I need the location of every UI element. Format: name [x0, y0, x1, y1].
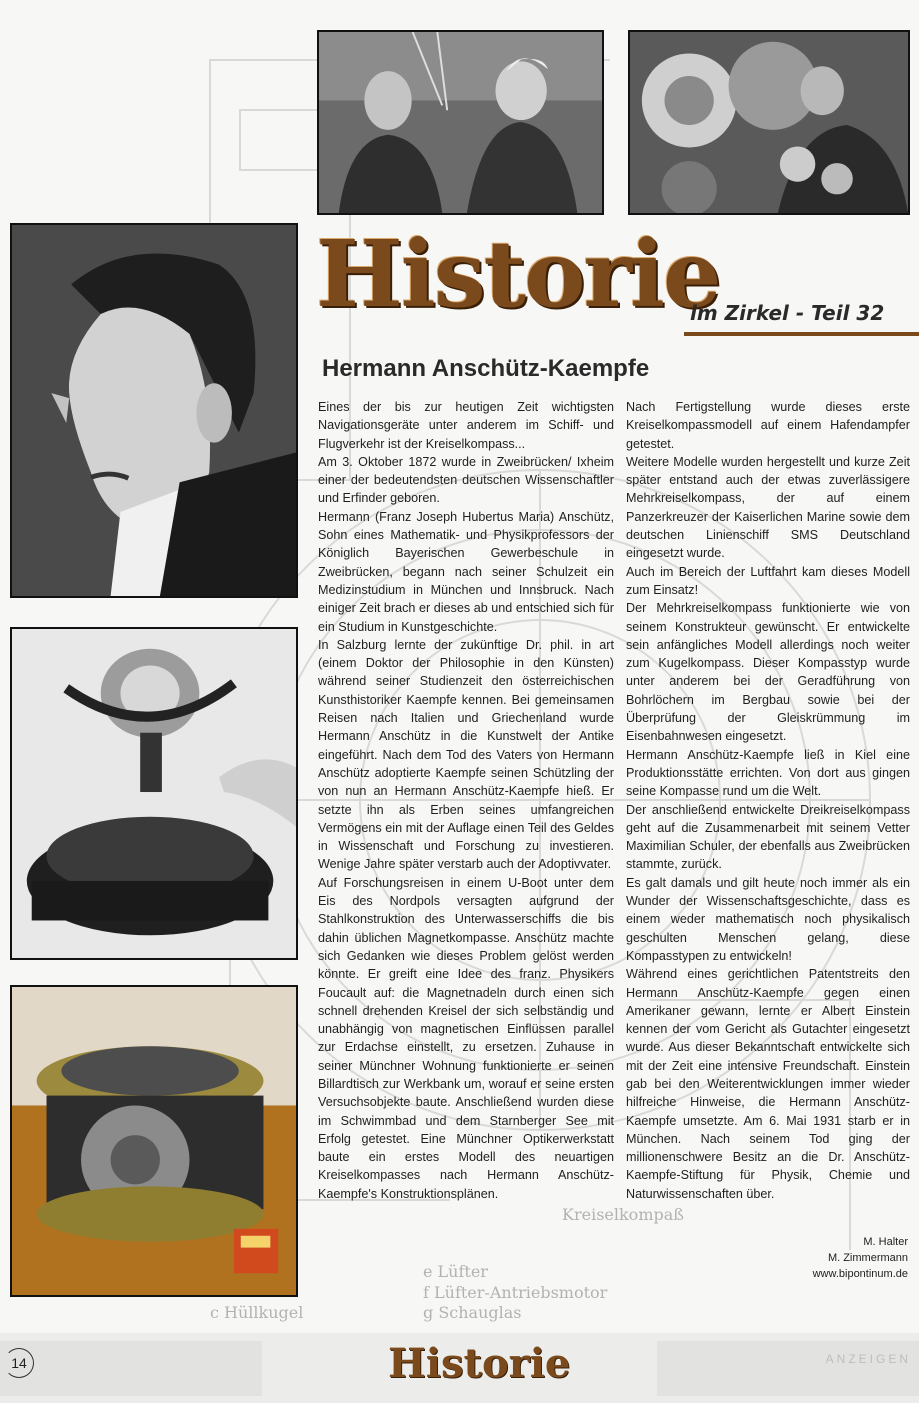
- paragraph: Es galt damals und gilt heute noch immer als ein Wunder der Wissenschaftsgeschichte, dass es einem weder mathematisch noch physikalisch geschulten Menschen gelang, diese Kompasstypen zu entwickeln!: [626, 875, 910, 963]
- masthead-title: Historie: [316, 220, 720, 328]
- paragraph: Nach Fertigstellung wurde dieses erste Kreiselkompassmodell auf einem Hafendampfer getestet.: [626, 400, 910, 451]
- page-number: 14: [4, 1348, 34, 1378]
- article-column-right: [626, 398, 910, 1203]
- paragraph: In Salzburg lernte der zukünftige Dr. phil. in art (einem Doktor der Philosophie in den Künsten) während seiner Studienzeit den österreichischen Kunsthistoriker Kaempfe kennen. Bei gemeinsamen Reisen nach Italien und Griechenland wurde Hermann Anschütz in die Kunstwelt der Antike eingeführt. Nach dem Tod des Vaters von Hermann Anschütz adoptierte Kaempfe seinen Schützling der von nun an Hermann Anschütz-Kaempfe hieß. Er setzte ihn als Erben seines umfangreichen Vermögens ein mit der Auflage einen Teil des Geldes in Wissenschaft und Forschung zu investieren. Wenige Jahre später verstarb auch der Adoptivvater.: [318, 637, 614, 872]
- series-label: im Zirkel - Teil 32: [690, 301, 885, 325]
- photo-gyrocompass-color: [10, 985, 298, 1297]
- background-legend-item: f Lüfter-Antriebsmotor: [423, 1283, 608, 1302]
- footer-ads-label: ANZEIGEN: [825, 1352, 911, 1366]
- background-legend-item: e Lüfter: [423, 1262, 488, 1281]
- photo-gyrocompass-bw: [10, 627, 298, 960]
- paragraph: Hermann (Franz Joseph Hubertus Maria) Anschütz, Sohn eines Mathematik- und Physikprofessors der Königlich Bayerischen Gewerbeschule in Zweibrücken, begann nach seiner Schulzeit ein Medizinstudium in München und Innsbruck. Nach einiger Zeit brach er dieses ab und entschied sich für ein Studium in Kunstgeschichte.: [318, 509, 614, 634]
- paragraph: Während eines gerichtlichen Patentstreits den Hermann Anschütz-Kaempfe gegen einen Amerikaner gewann, lernte er Albert Einstein kennen der vom Gericht als Gutachter eingesetzt wurde. Aus dieser Bekanntschaft entwickelte sich mit der Zeit eine intensive Freundschaft. Einstein gab bei den Weiterentwicklungen immer wieder hilfreiche Hinweise, die Hermann Anschütz-Kaempfe umsetzte. Am 6. Mai 1931 starb er in München. Nach seinem Tod ging der millionenschwere Besitz an die Dr. Anschütz-Kaempfe-Stiftung für Physik, Chemie und Naturwissenschaften über.: [626, 967, 910, 1201]
- paragraph: Hermann Anschütz-Kaempfe ließ in Kiel eine Produktionsstätte errichten. Von dort aus gingen seine Kompasse rund um die Welt.: [626, 747, 910, 799]
- credit-website: www.bipontinum.de: [812, 1268, 908, 1280]
- credit-author: M. Halter: [863, 1236, 908, 1248]
- background-legend-item: g Schauglas: [423, 1303, 522, 1322]
- footer-logo: Historie: [388, 1340, 571, 1387]
- photo-portrait-anschuetz: [10, 223, 298, 598]
- paragraph: Auf Forschungsreisen in einem U-Boot unter dem Eis des Nordpols versagten aufgrund der Stahlkonstruktion des Unterwasserschiffs die bis dahin üblichen Magnetkompasse. Anschütz machte sich Gedanken wie dieses Problem gelöst werden könnte. Er greift eine Idee des franz. Physikers Foucault auf: die Magnetnadeln durch einen sich schnell drehenden Kreisel der sich selbständig und unabhängig von magnetischen Einflüssen parallel zur Erdachse einstellt, zu ersetzen. Zuhause in seiner Münchner Wohnung funktionierte er seinen Billardtisch zur Werkbank um, worauf er seine ersten Versuchsobjekte baute. Anschließend wurden diese im Schwimmbad und dem Starnberger See mit Erfolg getestet. Eine Münchner Optikerwerkstatt baute ein erstes Modell des neuartigen Kreiselkompasses nach Hermann Anschütz-Kaempfe's Konstruktionsplänen.: [318, 875, 614, 1201]
- paragraph: Auch im Bereich der Luftfahrt kam dieses Modell zum Einsatz!: [626, 564, 910, 597]
- paragraph: Der anschließend entwickelte Dreikreiselkompass geht auf die Zusammenarbeit mit seinem Vetter Maximilian Schuler, der ebenfalls aus Zweibrücken stammte, zurück.: [626, 802, 910, 872]
- credit-author: M. Zimmermann: [827, 1252, 908, 1264]
- photo-einstein-anschuetz: [317, 30, 604, 215]
- masthead: [312, 220, 912, 358]
- paragraph: Der Mehrkreiselkompass funktionierte wie von seinem Konstrukteur gewünscht. Er entwickelte sein anfängliches Modell allerdings noch weiter zum Kugelkompass. Dieser Kompasstyp wurde unter anderem bei der Geradführung von Bohrlöchern im Bergbau sowie bei der Überprüfung der Gleiskrümmung im Eisenbahnwesen eingesetzt.: [626, 601, 910, 744]
- paragraph: Eines der bis zur heutigen Zeit wichtigsten Navigationsgeräte unter anderem im Schiff- und Flugverkehr ist der Kreiselkompass...: [318, 400, 614, 451]
- background-legend-title: Kreiselkompaß: [562, 1205, 684, 1224]
- article-column-left: [318, 398, 614, 1203]
- article-headline: Hermann Anschütz-Kaempfe: [322, 355, 650, 382]
- paragraph: Weitere Modelle wurden hergestellt und kurze Zeit später entstand auch der etwas zuverlässigere Mehrkreiselkompass, der auf einem Panzerkreuzer der Kaiserlichen Marine sowie dem deutschen Linienschiff SMS Deutschland eingesetzt wurde.: [626, 454, 910, 561]
- background-legend-item: c Hüllkugel: [210, 1303, 304, 1322]
- paragraph: Am 3. Oktober 1872 wurde in Zweibrücken/ Ixheim einer der bedeutendsten deutschen Wissenschaftler und Erfinder geboren.: [318, 454, 614, 506]
- article-credits: [813, 1234, 908, 1282]
- photo-workshop: [628, 30, 910, 215]
- title-rule: [684, 332, 919, 336]
